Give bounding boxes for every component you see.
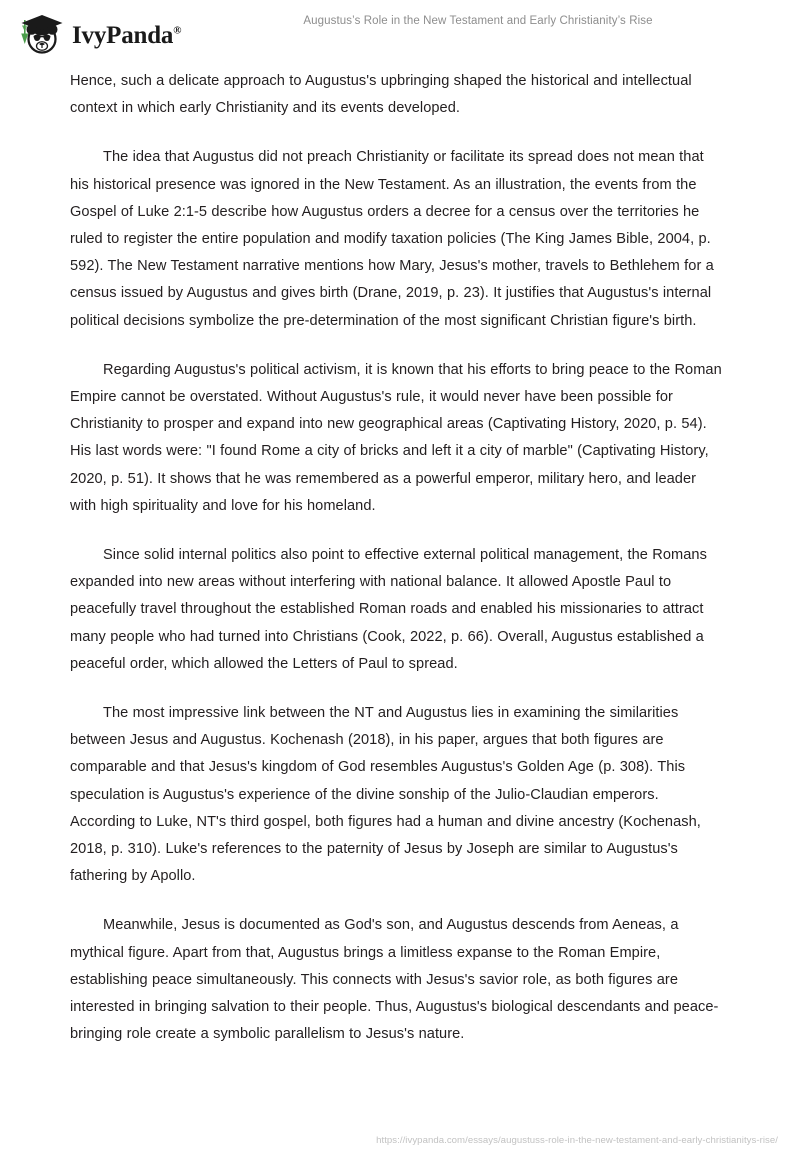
page-header	[0, 0, 800, 62]
paragraph: Regarding Augustus's political activism, it is known that his efforts to bring peace to the Roman Empire cannot be overstated. Without Augustus's rule, it would never have been possible for Christianity to prosper and expand into new geographical areas (Captivating History, 2020, p. 54). His last words were: "I found Rome a city of bricks and left it a city of marble" (Captivating History, 2020, p. 51). It shows that he was remembered as a powerful emperor, military hero, and leader with high spirituality and love for his homeland.	[70, 361, 722, 514]
paragraph: Meanwhile, Jesus is documented as God's son, and Augustus descends from Aeneas, a mythical figure. Apart from that, Augustus brings a limitless expanse to the Roman Empire, establishing peace simultaneously. This connects with Jesus's savior role, as both figures are interested in bringing salvation to their people. Thus, Augustus's biological descendants and peace-bringing role create a symbolic parallelism to Jesus's nature.	[70, 917, 719, 1043]
paragraph: Hence, such a delicate approach to Augustus's upbringing shaped the historical and intellectual context in which early Christianity and its events developed.	[70, 73, 692, 117]
paragraph: The most impressive link between the NT and Augustus lies in examining the similarities between Jesus and Augustus. Kochenash (2018), in his paper, argues that both figures are comparable and that Jesus's kingdom of God resembles Augustus's Golden Age (p. 308). This speculation is Augustus's experience of the divine sonship of the Julio-Claudian emperors. According to Luke, NT's third gospel, both figures had a human and divine ancestry (Kochenash, 2018, p. 310). Luke's references to the paternity of Jesus by Joseph are similar to Augustus's fathering by Apollo.	[70, 705, 701, 885]
brand-name-text: IvyPanda	[72, 21, 174, 49]
page-title: Augustus’s Role in the New Testament and Early Christianity’s Rise	[303, 15, 653, 27]
page-footer	[0, 1114, 800, 1160]
paragraph: Since solid internal politics also point to effective external political management, the Romans expanded into new areas without interfering with national balance. It allowed Apostle Paul to peacefully travel throughout the established Roman roads and enabled his missionaries to attract many people who had turned into Christians (Cook, 2022, p. 66). Overall, Augustus established a peaceful order, which allowed the Letters of Paul to spread.	[70, 547, 707, 672]
source-url-link[interactable]: https://ivypanda.com/essays/augustuss-role-in-the-new-testament-and-early-christianitys-rise/	[376, 1135, 778, 1146]
document-body	[70, 68, 722, 1049]
registered-mark: ®	[173, 24, 182, 37]
paragraph: The idea that Augustus did not preach Christianity or facilitate its spread does not mean that his historical presence was ignored in the New Testament. As an illustration, the events from the Gospel of Luke 2:1-5 describe how Augustus orders a decree for a census over the territories he ruled to register the entire population and modify taxation policies (The King James Bible, 2004, p. 592). The New Testament narrative mentions how Mary, Jesus's mother, travels to Bethlehem for a census issued by Augustus and gives birth (Drane, 2019, p. 23). It justifies that Augustus's internal political decisions symbolize the pre-determination of the most significant Christian figure's birth.	[70, 149, 714, 329]
